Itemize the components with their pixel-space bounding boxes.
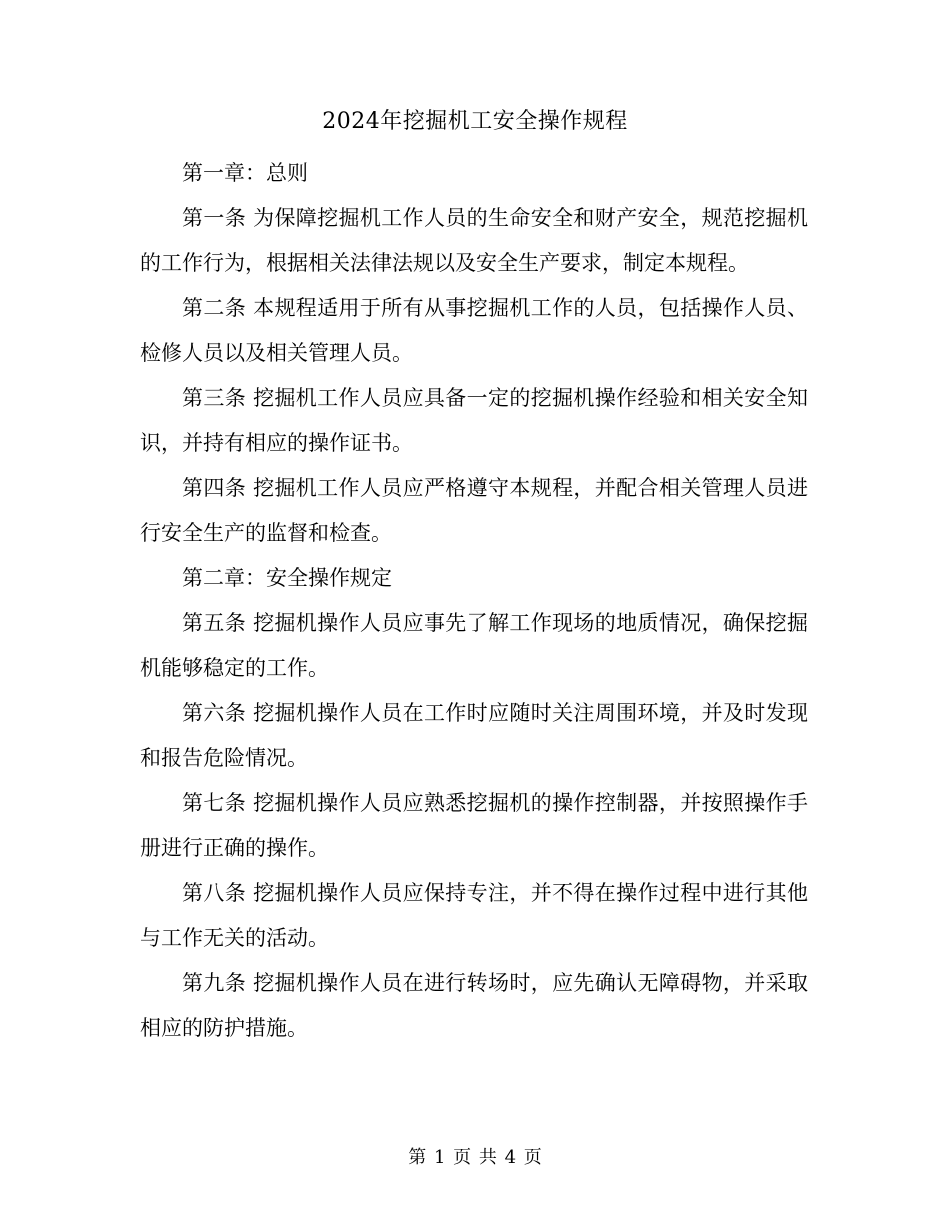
article-1: 第一条 为保障挖掘机工作人员的生命安全和财产安全，规范挖掘机的工作行为，根据相关法律法规以及安全生产要求，制定本规程。 (140, 206, 808, 275)
article-2: 第二条 本规程适用于所有从事挖掘机工作的人员，包括操作人员、检修人员以及相关管理人员。 (140, 296, 808, 365)
chapter-heading-1: 第一章：总则 (182, 161, 308, 185)
article-5: 第五条 挖掘机操作人员应事先了解工作现场的地质情况，确保挖掘机能够稳定的工作。 (140, 611, 808, 680)
document-title: 2024年挖掘机工安全操作规程 (322, 109, 628, 134)
article-8: 第八条 挖掘机操作人员应保持专注，并不得在操作过程中进行其他与工作无关的活动。 (140, 881, 808, 950)
article-7: 第七条 挖掘机操作人员应熟悉挖掘机的操作控制器，并按照操作手册进行正确的操作。 (140, 791, 808, 860)
article-6: 第六条 挖掘机操作人员在工作时应随时关注周围环境，并及时发现和报告危险情况。 (140, 701, 808, 770)
document-body (140, 151, 808, 1051)
article-9: 第九条 挖掘机操作人员在进行转场时，应先确认无障碍物，并采取相应的防护措施。 (140, 971, 808, 1040)
page-number-footer: 第 1 页 共 4 页 (408, 1147, 542, 1168)
article-4: 第四条 挖掘机工作人员应严格遵守本规程，并配合相关管理人员进行安全生产的监督和检查。 (140, 476, 808, 545)
chapter-heading-2: 第二章：安全操作规定 (182, 566, 392, 590)
article-3: 第三条 挖掘机工作人员应具备一定的挖掘机操作经验和相关安全知识，并持有相应的操作证书。 (140, 386, 808, 455)
